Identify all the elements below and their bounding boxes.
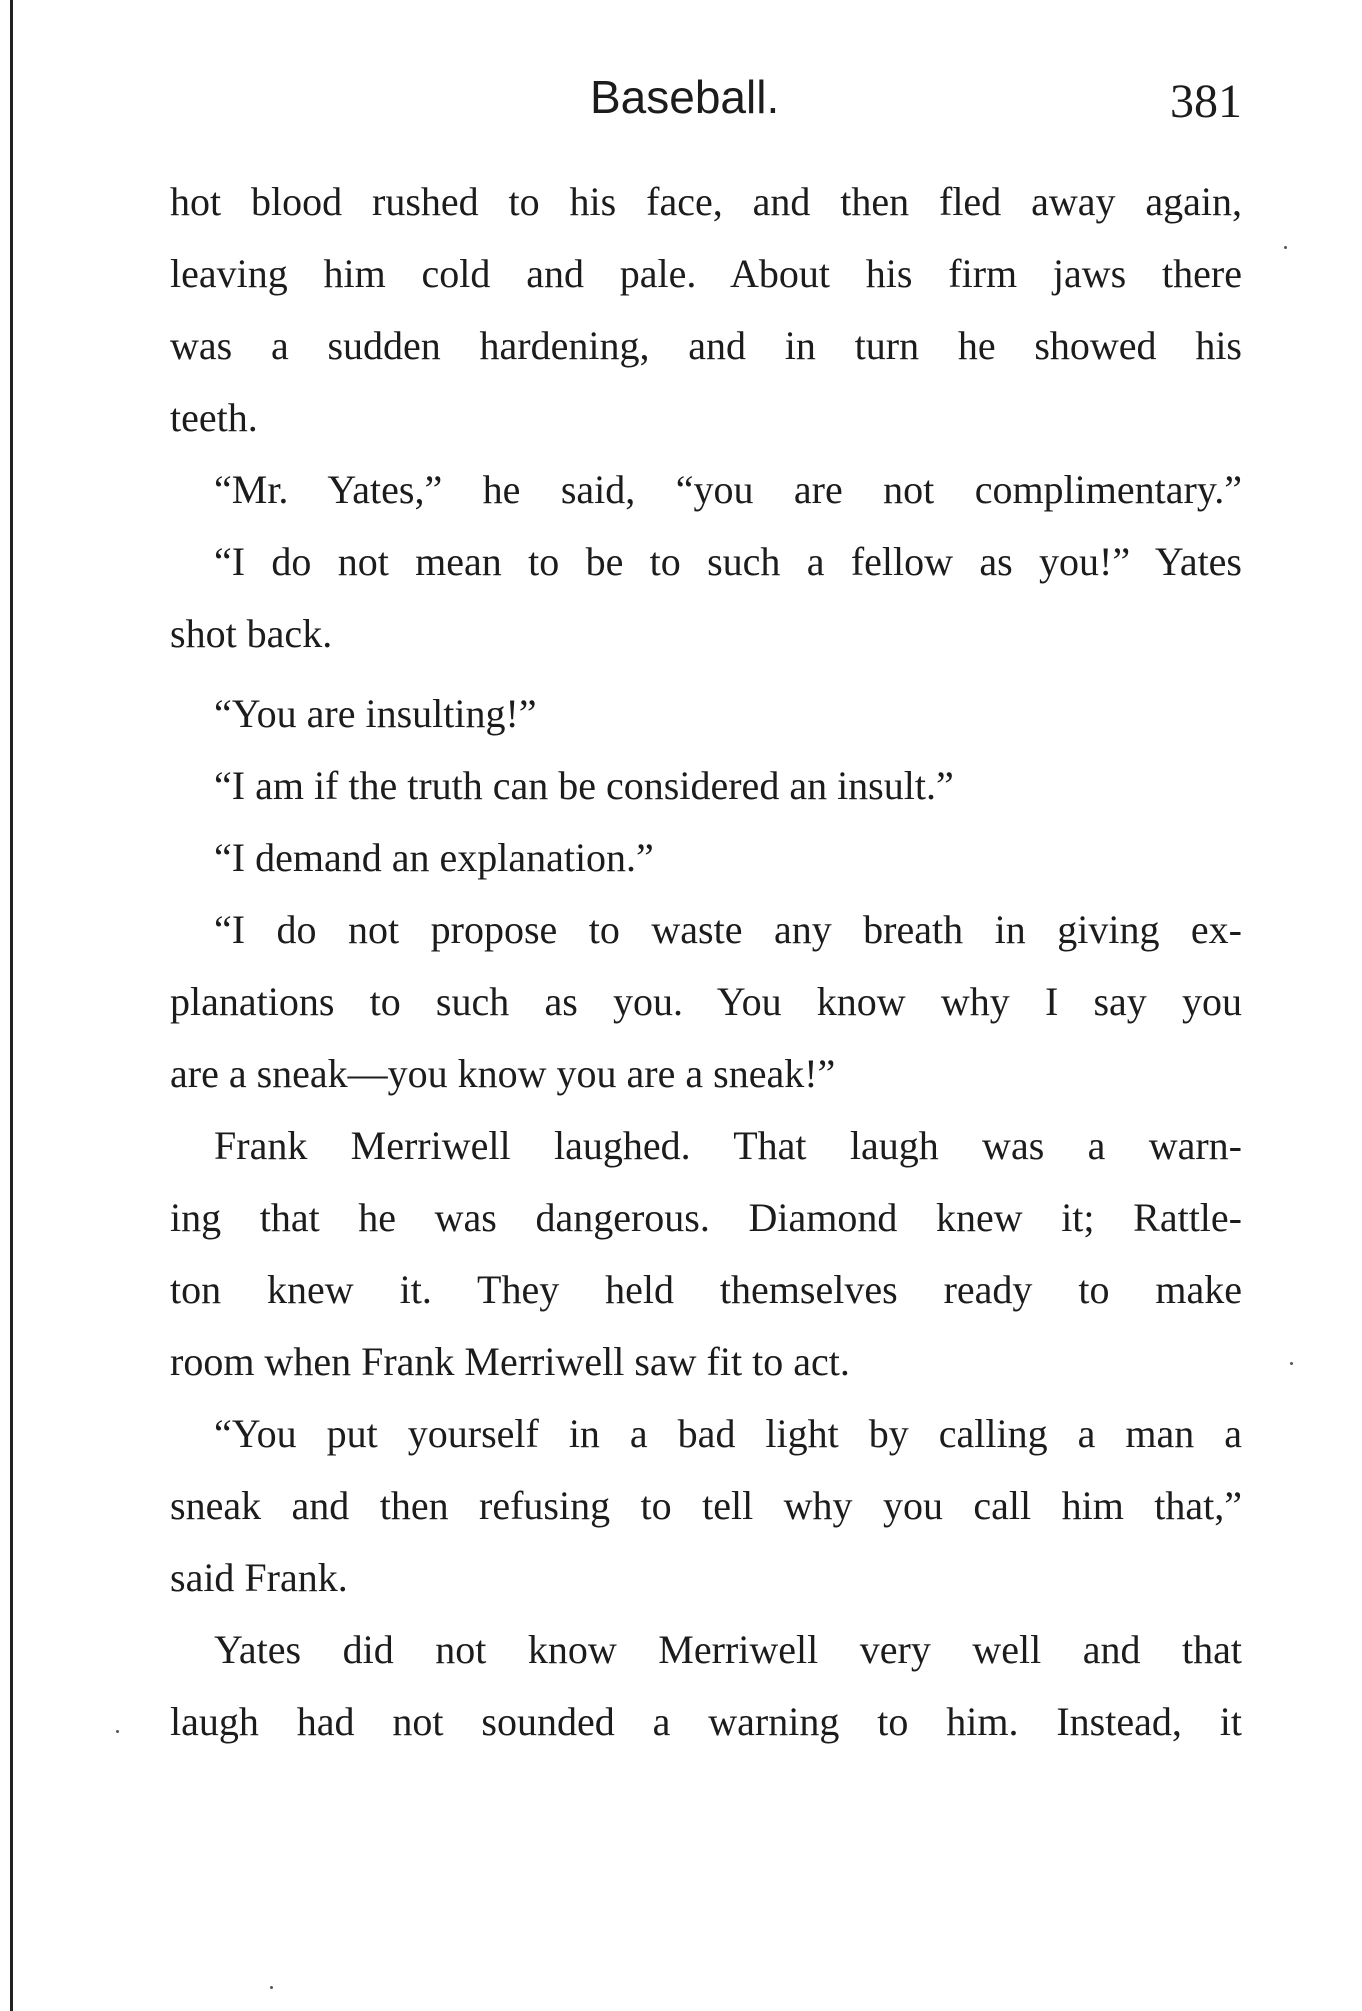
text-line: “I do not propose to waste any breath in giving ex- xyxy=(214,907,1242,952)
scan-speck xyxy=(1284,246,1287,249)
text-line: ton knew it. They held themselves ready to make xyxy=(170,1267,1242,1312)
text-line: are a sneak—you know you are a sneak!” xyxy=(170,1051,836,1096)
text-line: laugh had not sounded a warning to him. Instead, it xyxy=(170,1699,1242,1744)
text-line: shot back. xyxy=(170,611,333,656)
text-line: hot blood rushed to his face, and then fled away again, xyxy=(170,179,1242,224)
text-line: room when Frank Merriwell saw fit to act. xyxy=(170,1339,850,1384)
scan-speck xyxy=(270,1986,273,1989)
text-line: Yates did not know Merriwell very well and that xyxy=(214,1627,1242,1672)
body-text xyxy=(170,166,1242,1758)
text-line: “Mr. Yates,” he said, “you are not complimentary.” xyxy=(214,467,1242,512)
text-line: was a sudden hardening, and in turn he showed his xyxy=(170,323,1242,368)
text-line: “You put yourself in a bad light by calling a man a xyxy=(214,1411,1242,1456)
text-line: “I demand an explanation.” xyxy=(214,835,654,880)
text-line: planations to such as you. You know why I say you xyxy=(170,979,1242,1024)
text-line: “I do not mean to be to such a fellow as you!” Yates xyxy=(214,539,1242,584)
page-number: 381 xyxy=(1170,75,1242,128)
text-line: ing that he was dangerous. Diamond knew it; Rattle- xyxy=(170,1195,1242,1240)
text-line: “I am if the truth can be considered an insult.” xyxy=(214,763,954,808)
text-line: leaving him cold and pale. About his firm jaws there xyxy=(170,251,1242,296)
running-title: Baseball. xyxy=(590,71,780,123)
text-line: Frank Merriwell laughed. That laugh was a warn- xyxy=(214,1123,1242,1168)
scan-speck xyxy=(1290,1362,1293,1365)
scan-speck xyxy=(116,1730,119,1733)
text-line: said Frank. xyxy=(170,1555,348,1600)
spacer xyxy=(170,670,1242,678)
running-head xyxy=(170,70,1242,140)
text-line: sneak and then refusing to tell why you call him that,” xyxy=(170,1483,1242,1528)
text-line: “You are insulting!” xyxy=(214,691,537,736)
page-edge-rule xyxy=(10,0,13,2011)
text-line: teeth. xyxy=(170,395,258,440)
